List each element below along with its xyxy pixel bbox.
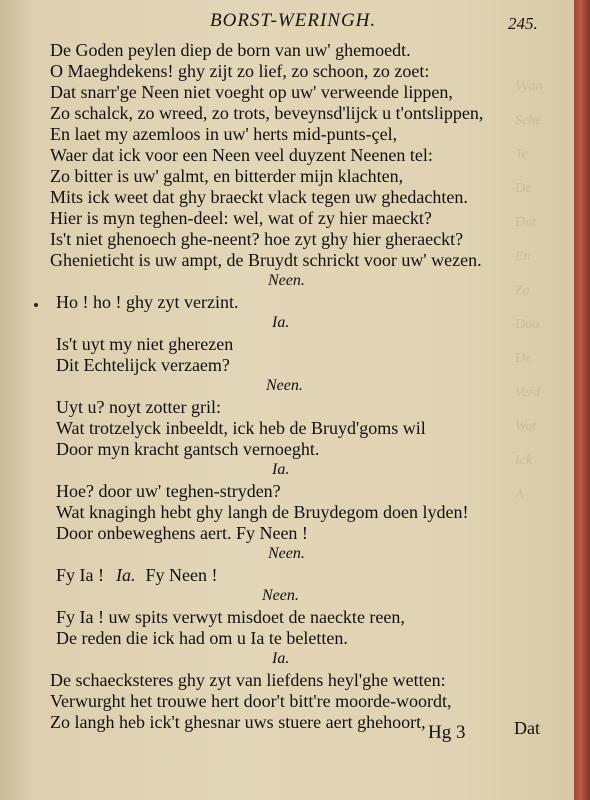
verse-line (50, 166, 403, 186)
line-text: Zo schalck, zo wreed, zo trots, beveynsd'lijck u t'ontslippen, (50, 103, 484, 123)
verse-line (50, 229, 463, 249)
page-edge (574, 0, 590, 800)
verse-line (50, 103, 483, 123)
line-text: Waer dat ick voor een Neen veel duyzent Neenen tel: (50, 145, 433, 165)
verse-line (56, 334, 233, 354)
line-text: Mits ick weet dat ghy braeckt vlack tegen uw ghedachten. (50, 187, 468, 207)
verse-line (50, 145, 433, 165)
signature-mark: Hg 3 (428, 722, 466, 743)
verse-line (56, 607, 405, 627)
speaker-label (266, 376, 303, 396)
line-text: Neen. (268, 272, 305, 289)
line-text: Fy Ia ! uw spits verwyt misdoet de naeckte reen, (56, 607, 405, 627)
line-text: Verwurght het trouwe hert door't bitt're moorde-woordt, (50, 691, 452, 711)
line-text: Neen. (268, 545, 305, 562)
running-header: BORST-WERINGH. (210, 10, 377, 31)
line-text: Dit Echtelijck verzaem? (56, 355, 230, 375)
verse-line (56, 355, 230, 375)
show-through-text: Vyan Sche Te De Dat En Zo Doo De Verd Wat Ick A (515, 79, 543, 502)
line-text: Zo langh heb ick't ghesnar uws stuere aert ghehoort, (50, 712, 426, 732)
speaker-label (272, 460, 289, 480)
verse-line (56, 439, 319, 459)
line-text: Is't uyt my niet gherezen (56, 334, 234, 354)
line-text: Ia. (272, 314, 290, 331)
inline-speaker-label: Ia. (116, 565, 136, 585)
line-text: Fy Ia ! (56, 565, 104, 585)
line-text: Zo bitter is uw' galmt, en bitterder mijn klachten, (50, 166, 404, 186)
verse-line (50, 40, 411, 60)
verse-line (50, 61, 429, 81)
verse-line (50, 208, 432, 228)
line-text: De reden die ick had om u Ia te beletten. (56, 628, 348, 648)
line-text: De schaecksteres ghy zyt van liefdens heyl'ghe wetten: (50, 670, 446, 690)
verse-line (56, 628, 348, 648)
speaker-label (268, 271, 305, 291)
line-text: Hoe? door uw' teghen-stryden? (56, 481, 281, 501)
line-text: Ia. (272, 650, 290, 667)
verse-line (56, 397, 221, 417)
verse-line (50, 82, 453, 102)
speaker-label (262, 586, 299, 606)
line-text: En laet my azemloos in uw' herts mid-punts-çel, (50, 124, 398, 144)
verse-line (50, 712, 426, 732)
line-text: Wat knagingh hebt ghy langh de Bruydegom doen lyden! (56, 502, 469, 522)
verse-line (50, 187, 468, 207)
line-text: Neen. (266, 377, 303, 394)
line-text: Dat snarr'ge Neen niet voeght op uw' verweende lippen, (50, 82, 453, 102)
verse-line (56, 565, 217, 585)
line-text: Ho ! ho ! ghy zyt verzint. (56, 292, 239, 312)
verse-line (56, 502, 468, 522)
verse-line (56, 481, 281, 501)
line-text: Uyt u? noyt zotter gril: (56, 397, 221, 417)
line-text: Door onbeweghens aert. Fy Neen ! (56, 523, 308, 543)
speaker-label (268, 544, 305, 564)
verse-line (50, 124, 397, 144)
page-number: 245. (508, 14, 538, 33)
line-text: De Goden peylen diep de born van uw' ghemoedt. (50, 40, 411, 60)
line-text: Ia. (272, 461, 290, 478)
verse-line (56, 292, 238, 312)
line-text: O Maeghdekens! ghy zijt zo lief, zo schoon, zo zoet: (50, 61, 430, 81)
line-text: Neen. (262, 587, 299, 604)
line-text: Is't niet ghenoech ghe-neent? hoe zyt ghy hier gheraeckt? (50, 229, 464, 249)
line-text: Hier is myn teghen-deel: wel, wat of zy hier maeckt? (50, 208, 432, 228)
speaker-label (272, 313, 289, 333)
line-text: Door myn kracht gantsch vernoeght. (56, 439, 320, 459)
verse-line (56, 418, 426, 438)
verse-line (50, 250, 482, 270)
line-text: Ghenieticht is uw ampt, de Bruydt schrickt voor uw' wezen. (50, 250, 482, 270)
catchword: Dat (514, 718, 540, 738)
ink-mark (34, 303, 38, 307)
line-text: Wat trotzelyck inbeeldt, ick heb de Bruyd'goms wil (56, 418, 426, 438)
verse-line (50, 670, 446, 690)
speaker-label (272, 649, 289, 669)
verse-line (50, 691, 452, 711)
inline-reply-text: Fy Neen ! (145, 565, 218, 585)
verse-line (56, 523, 308, 543)
